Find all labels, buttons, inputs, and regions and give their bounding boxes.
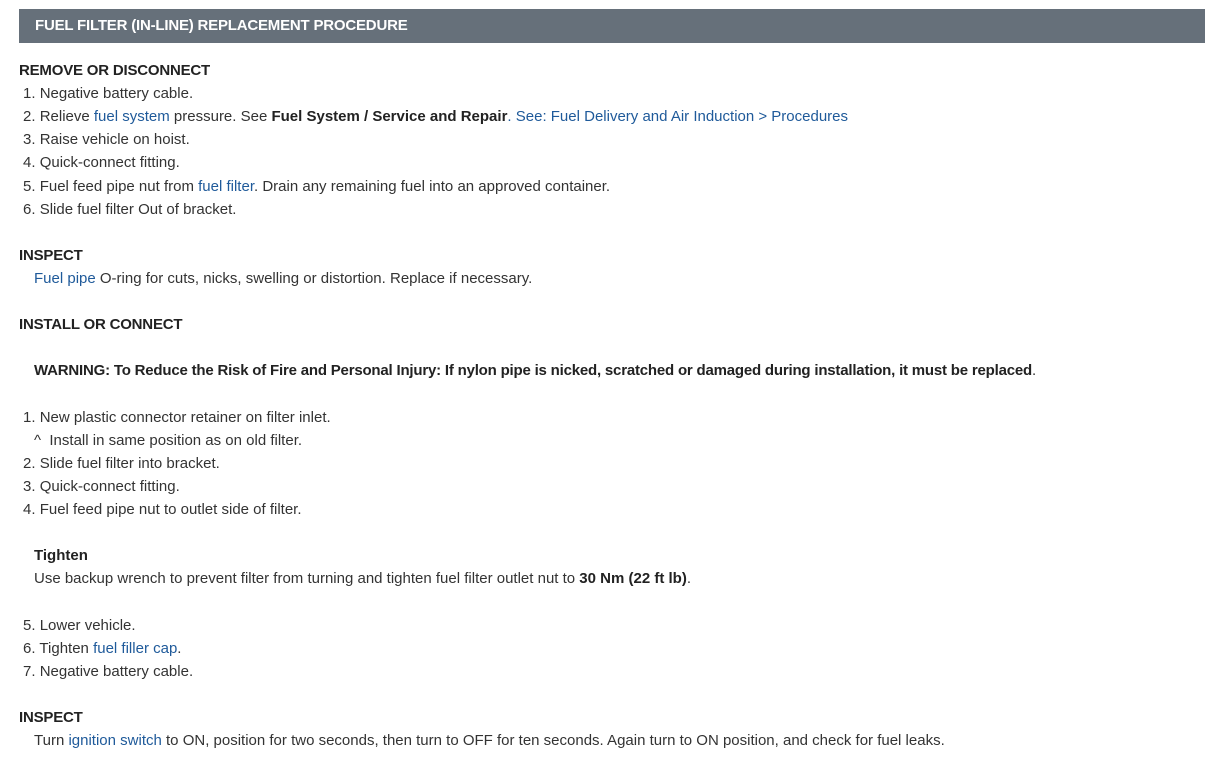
step-number: 6. [23,640,36,657]
step-text: Raise vehicle on hoist. [39,131,190,148]
inspect-post: to ON, position for two seconds, then turn to OFF for ten seconds. Again turn to ON position, and check for fuel leaks. [161,732,945,749]
step-number: 5. [23,178,36,195]
step-text: Tighten [39,640,94,657]
warning-notice [34,361,1036,381]
tighten-description: Use backup wrench to prevent filter from turning and tighten fuel filter outlet nut to [34,570,580,587]
install-step-7 [23,662,193,682]
step-text: Slide fuel filter into bracket. [39,455,220,472]
install-step-2 [23,454,220,474]
tighten-period: . [686,570,691,587]
step-number: 4. [23,501,36,518]
step-number: 3. [23,131,36,148]
tighten-heading: Tighten [34,547,88,564]
step-text: Relieve [39,108,94,125]
ignition-switch-link[interactable]: ignition switch [68,732,162,749]
section-heading-inspect: INSPECT [19,247,83,264]
step-text: Negative battery cable. [39,85,194,102]
page-title: FUEL FILTER (IN-LINE) REPLACEMENT PROCEDURE [19,9,1205,43]
step-text: . [177,640,182,657]
remove-step-3 [23,130,190,150]
step-text: pressure. See [169,108,272,125]
step-text: Negative battery cable. [39,663,194,680]
caret-bullet: ^ [34,432,42,449]
step-number: 1. [23,409,36,426]
install-step-4 [23,500,302,520]
warning-period: . [1031,362,1037,379]
inspect-description: O-ring for cuts, nicks, swelling or distortion. Replace if necessary. [95,270,533,287]
fuel-delivery-procedures-link[interactable]: See: Fuel Delivery and Air Induction > Procedures [515,108,849,125]
fuel-filler-cap-link[interactable]: fuel filler cap [93,640,178,657]
section-heading-inspect-final: INSPECT [19,709,83,726]
install-step-6 [23,639,181,659]
step-text: New plastic connector retainer on filter inlet. [39,409,331,426]
tighten-text [34,569,691,589]
note-text: Install in same position as on old filter. [49,432,303,449]
period: . [507,108,516,125]
step-text: Fuel feed pipe nut from [39,178,199,195]
step-text: Lower vehicle. [39,617,136,634]
step-number: 7. [23,663,36,680]
remove-step-5 [23,177,610,197]
remove-step-6 [23,200,236,220]
step-number: 4. [23,154,36,171]
step-number: 1. [23,85,36,102]
step-number: 3. [23,478,36,495]
install-step-5 [23,616,136,636]
fuel-system-link[interactable]: fuel system [93,108,170,125]
step-number: 2. [23,108,36,125]
torque-spec: 30 Nm (22 ft lb) [579,570,687,587]
final-inspect-text [34,731,945,751]
step-text: Slide fuel filter Out of bracket. [39,201,237,218]
fuel-filter-link[interactable]: fuel filter [198,178,254,195]
remove-step-4 [23,153,180,173]
warning-text: WARNING: To Reduce the Risk of Fire and Personal Injury: If nylon pipe is nicked, scratched or damaged during installation, it must be replaced [34,362,1032,379]
step-number: 5. [23,617,36,634]
remove-step-2 [23,107,848,127]
section-heading-install: INSTALL OR CONNECT [19,316,183,333]
reference-title: Fuel System / Service and Repair [271,108,508,125]
step-text: Quick-connect fitting. [39,154,180,171]
inspect-text [34,269,532,289]
step-number: 6. [23,201,36,218]
install-step-3 [23,477,180,497]
inspect-pre: Turn [34,732,69,749]
fuel-pipe-link[interactable]: Fuel pipe [34,270,96,287]
section-heading-remove: REMOVE OR DISCONNECT [19,62,211,79]
step-text: Quick-connect fitting. [39,478,180,495]
install-step-1 [23,408,331,428]
step-number: 2. [23,455,36,472]
step-text: Fuel feed pipe nut to outlet side of filter. [39,501,302,518]
step-text: . Drain any remaining fuel into an approved container. [254,178,611,195]
install-note [34,431,302,451]
remove-step-1 [23,84,193,104]
